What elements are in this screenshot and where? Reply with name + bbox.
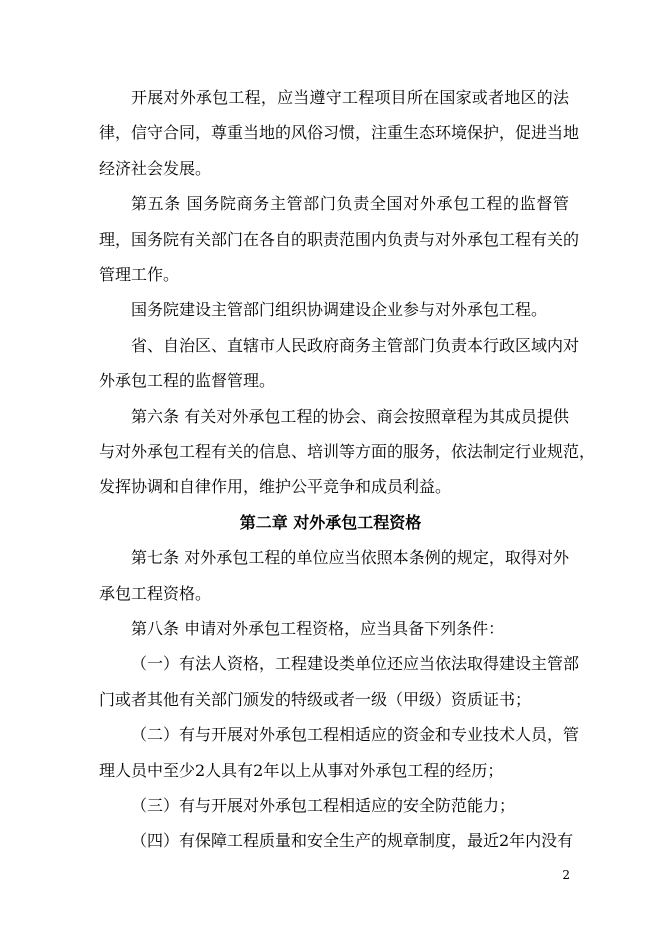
text-line: 省、自治区、直辖市人民政府商务主管部门负责本行政区域内对: [131, 336, 580, 355]
text-line: 开展对外承包工程，应当遵守工程项目所在国家或者地区的法: [131, 88, 569, 107]
text-line: 第六条 有关对外承包工程的协会、商会按照章程为其成员提供: [131, 407, 569, 426]
text-line: 国务院建设主管部门组织协调建设企业参与对外承包工程。: [131, 300, 548, 319]
page-number: 2: [562, 868, 570, 882]
text-line: 经济社会发展。: [99, 159, 212, 178]
text-line: 外承包工程的监督管理。: [99, 371, 276, 390]
text-line: 律，信守合同，尊重当地的风俗习惯，注重生态环境保护，促进当地: [99, 123, 580, 142]
text-line: 与对外承包工程有关的信息、培训等方面的服务，依法制定行业规范，: [99, 442, 596, 461]
text-line: 管理工作。: [99, 265, 180, 284]
text-line: 门或者其他有关部门颁发的特级或者一级（甲级）资质证书；: [99, 690, 532, 709]
text-line: 第五条 国务院商务主管部门负责全国对外承包工程的监督管: [131, 194, 569, 213]
chapter-heading: 第二章 对外承包工程资格: [239, 513, 422, 532]
text-line: （二）有与开展对外承包工程相适应的资金和专业技术人员，管: [131, 725, 580, 744]
text-line: 第七条 对外承包工程的单位应当依照本条例的规定，取得对外: [131, 548, 569, 567]
text-line: （一）有法人资格，工程建设类单位还应当依法取得建设主管部: [131, 654, 580, 673]
text-line: 第八条 申请对外承包工程资格，应当具备下列条件：: [131, 619, 505, 638]
text-line: （三）有与开展对外承包工程相适应的安全防范能力；: [131, 796, 516, 815]
text-line: 承包工程资格。: [99, 584, 212, 603]
text-line: 理，国务院有关部门在各自的职责范围内负责与对外承包工程有关的: [99, 230, 580, 249]
text-line: 理人员中至少2人具有2年以上从事对外承包工程的经历；: [99, 761, 504, 780]
text-line: 发挥协调和自律作用，维护公平竞争和成员利益。: [99, 477, 452, 496]
text-line: （四）有保障工程质量和安全生产的规章制度，最近2年内没有: [131, 831, 574, 850]
